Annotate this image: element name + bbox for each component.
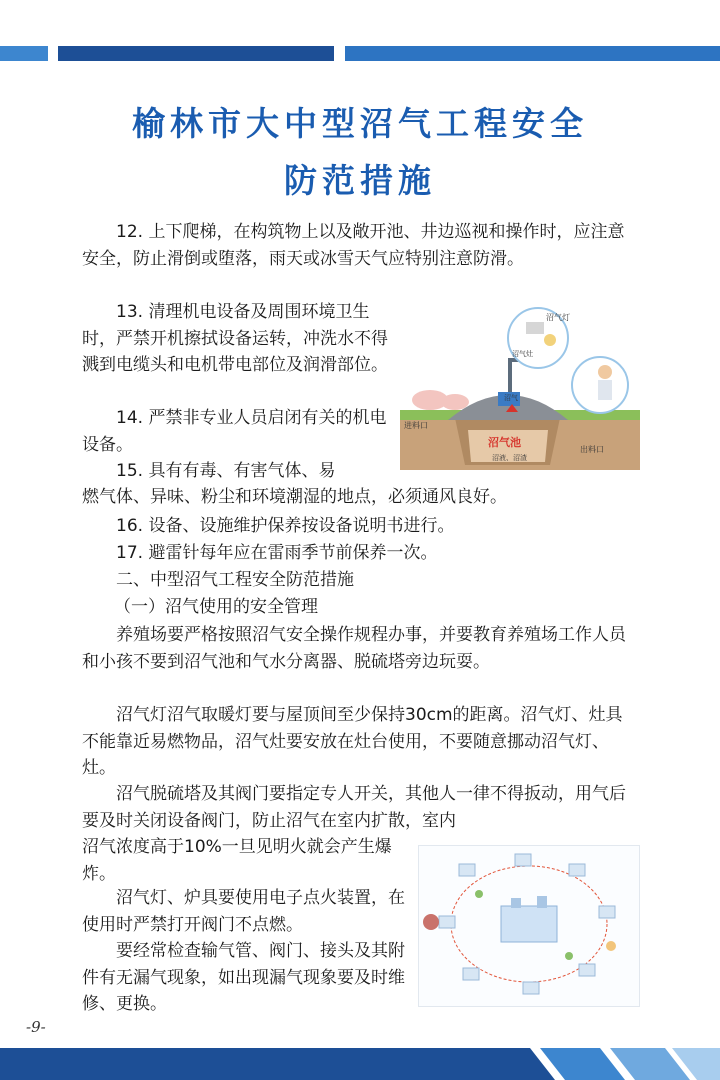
biogas-cycle-diagram: [418, 845, 640, 1007]
label-stove: 沼气灶: [512, 350, 533, 358]
paragraph-desulfurization: 沼气脱硫塔及其阀门要指定专人开关，其他人一律不得扳动，用气后要及时关闭设备阀门，防止沼气在室内扩散，室内: [82, 784, 626, 831]
subsection-heading: （一）沼气使用的安全管理: [114, 597, 318, 617]
label-inlet: 进料口: [404, 421, 428, 430]
top-stripe-right: [345, 46, 720, 61]
paragraph-15b: 燃气体、异味、粉尘和环境潮湿的地点，必须通风良好。: [82, 487, 507, 507]
bottom-decorative-band: [0, 1048, 720, 1080]
page-number: -9-: [26, 1018, 46, 1036]
top-stripe-middle: [58, 46, 334, 61]
paragraph-farm: 养殖场要严格按照沼气安全操作规程办事，并要教育养殖场工作人员和小孩不要到沼气池和气水分离器、脱硫塔旁边玩耍。: [82, 625, 626, 672]
paragraph-ignition: 沼气灯、炉具要使用电子点火装置，在使用时严禁打开阀门不点燃。: [82, 888, 405, 935]
biogas-digester-illustration: [400, 300, 640, 470]
paragraph-12: 12. 上下爬梯，在构筑物上以及敞开池、井边巡视和操作时，应注意安全，防止滑倒或堕落，雨天或冰雪天气应特别注意防滑。: [82, 222, 625, 269]
paragraph-concentration: 沼气浓度高于10%一旦见明火就会产生爆炸。: [82, 837, 392, 884]
paragraph-17: 17. 避雷针每年应在雷雨季节前保养一次。: [116, 543, 438, 563]
label-outlet: 出料口: [580, 445, 604, 454]
paragraph-13: 13. 清理机电设备及周围环境卫生时，严禁开机擦拭设备运转，冲洗水不得溅到电缆头和电机带电部位及润滑部位。: [82, 302, 388, 375]
label-gas: 沼气: [504, 394, 518, 402]
label-lamp: 沼气灯: [546, 313, 570, 322]
label-bottom: 沼液、沼渣: [492, 454, 527, 462]
section-heading: 二、中型沼气工程安全防范措施: [116, 570, 354, 590]
label-pool: 沼气池: [488, 436, 521, 449]
page-title-line2: 防范措施: [284, 161, 436, 200]
paragraph-15a: 15. 具有有毒、有害气体、易: [116, 461, 336, 481]
paragraph-14: 14. 严禁非专业人员启闭有关的机电设备。: [82, 408, 387, 455]
paragraph-16: 16. 设备、设施维护保养按设备说明书进行。: [116, 516, 455, 536]
top-stripe-left: [0, 46, 48, 61]
paragraph-inspection: 要经常检查输气管、阀门、接头及其附件有无漏气现象，如出现漏气现象要及时维修、更换。: [82, 941, 405, 1014]
paragraph-lamp: 沼气灯沼气取暖灯要与屋顶间至少保持30cm的距离。沼气灯、灶具不能靠近易燃物品，沼气灶要安放在灶台使用，不要随意挪动沼气灯、灶。: [82, 705, 623, 778]
page-title-line1: 榆林市大中型沼气工程安全: [132, 104, 588, 143]
